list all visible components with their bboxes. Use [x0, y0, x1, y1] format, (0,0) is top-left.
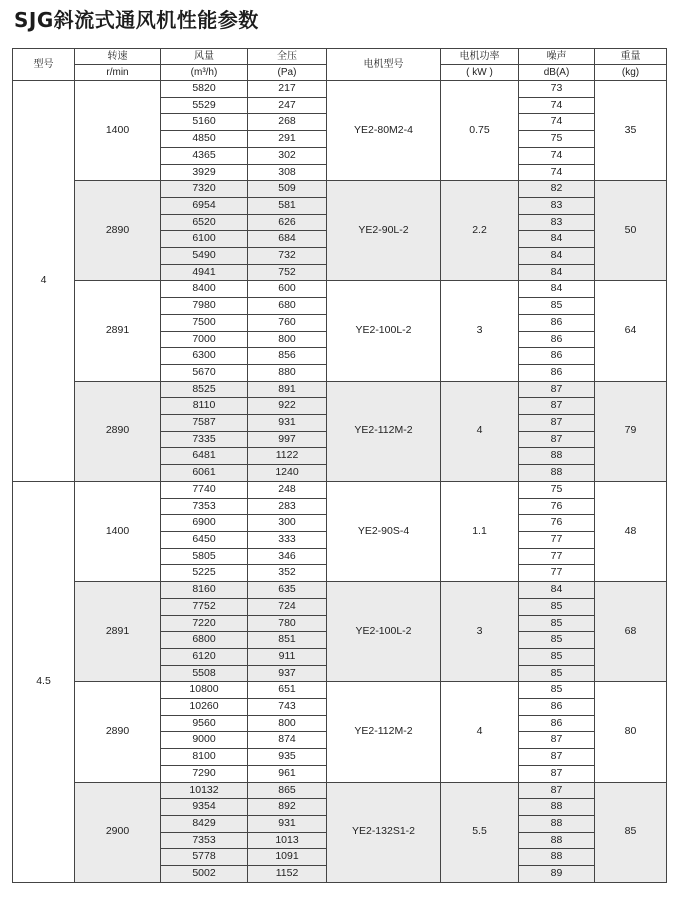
- header-airflow: 风量: [161, 49, 248, 65]
- airflow-cell: 9354: [161, 799, 248, 816]
- page-title: SJG斜流式通风机性能参数: [14, 8, 259, 32]
- speed-cell: 2900: [75, 782, 161, 882]
- weight-cell: 50: [595, 181, 667, 281]
- noise-cell: 88: [519, 849, 595, 866]
- noise-cell: 83: [519, 197, 595, 214]
- noise-cell: 87: [519, 782, 595, 799]
- noise-cell: 86: [519, 699, 595, 716]
- airflow-cell: 4941: [161, 264, 248, 281]
- weight-cell: 79: [595, 381, 667, 481]
- airflow-cell: 6120: [161, 648, 248, 665]
- power-cell: 0.75: [441, 81, 519, 181]
- power-cell: 3: [441, 582, 519, 682]
- airflow-cell: 6061: [161, 465, 248, 482]
- noise-cell: 87: [519, 381, 595, 398]
- model-cell: 4: [13, 81, 75, 482]
- motor-cell: YE2-80M2-4: [327, 81, 441, 181]
- noise-cell: 86: [519, 348, 595, 365]
- power-cell: 4: [441, 381, 519, 481]
- noise-cell: 85: [519, 615, 595, 632]
- pressure-cell: 509: [248, 181, 327, 198]
- motor-cell: YE2-100L-2: [327, 281, 441, 381]
- airflow-cell: 6800: [161, 632, 248, 649]
- weight-cell: 35: [595, 81, 667, 181]
- noise-cell: 86: [519, 364, 595, 381]
- table-row: [13, 582, 667, 599]
- motor-cell: YE2-90S-4: [327, 481, 441, 581]
- pressure-cell: 880: [248, 364, 327, 381]
- header-noise: 噪声: [519, 49, 595, 65]
- table-row: [13, 381, 667, 398]
- pressure-cell: 1091: [248, 849, 327, 866]
- airflow-cell: 3929: [161, 164, 248, 181]
- airflow-cell: 6900: [161, 515, 248, 532]
- pressure-cell: 302: [248, 147, 327, 164]
- airflow-cell: 6954: [161, 197, 248, 214]
- header-power: 电机功率: [441, 49, 519, 65]
- airflow-cell: 7980: [161, 298, 248, 315]
- pressure-cell: 760: [248, 314, 327, 331]
- airflow-cell: 5160: [161, 114, 248, 131]
- header-airflow-unit: (m³/h): [161, 65, 248, 81]
- table-row: [13, 782, 667, 799]
- noise-cell: 87: [519, 732, 595, 749]
- speed-cell: 2891: [75, 582, 161, 682]
- table-body: [13, 81, 667, 883]
- airflow-cell: 5225: [161, 565, 248, 582]
- noise-cell: 88: [519, 448, 595, 465]
- airflow-cell: 6520: [161, 214, 248, 231]
- power-cell: 1.1: [441, 481, 519, 581]
- weight-cell: 85: [595, 782, 667, 882]
- noise-cell: 85: [519, 682, 595, 699]
- pressure-cell: 961: [248, 765, 327, 782]
- pressure-cell: 635: [248, 582, 327, 599]
- noise-cell: 75: [519, 481, 595, 498]
- noise-cell: 74: [519, 147, 595, 164]
- pressure-cell: 856: [248, 348, 327, 365]
- pressure-cell: 1122: [248, 448, 327, 465]
- noise-cell: 84: [519, 582, 595, 599]
- airflow-cell: 4365: [161, 147, 248, 164]
- pressure-cell: 1152: [248, 866, 327, 883]
- pressure-cell: 352: [248, 565, 327, 582]
- pressure-cell: 800: [248, 331, 327, 348]
- airflow-cell: 7335: [161, 431, 248, 448]
- noise-cell: 77: [519, 565, 595, 582]
- airflow-cell: 7752: [161, 598, 248, 615]
- airflow-cell: 8110: [161, 398, 248, 415]
- power-cell: 5.5: [441, 782, 519, 882]
- motor-cell: YE2-90L-2: [327, 181, 441, 281]
- noise-cell: 85: [519, 598, 595, 615]
- speed-cell: 1400: [75, 81, 161, 181]
- pressure-cell: 581: [248, 197, 327, 214]
- noise-cell: 84: [519, 281, 595, 298]
- airflow-cell: 8525: [161, 381, 248, 398]
- noise-cell: 75: [519, 131, 595, 148]
- header-pressure-unit: (Pa): [248, 65, 327, 81]
- header-speed: 转速: [75, 49, 161, 65]
- noise-cell: 74: [519, 97, 595, 114]
- pressure-cell: 283: [248, 498, 327, 515]
- airflow-cell: 7320: [161, 181, 248, 198]
- pressure-cell: 891: [248, 381, 327, 398]
- table-row: [13, 682, 667, 699]
- noise-cell: 85: [519, 665, 595, 682]
- noise-cell: 85: [519, 298, 595, 315]
- pressure-cell: 874: [248, 732, 327, 749]
- power-cell: 3: [441, 281, 519, 381]
- weight-cell: 80: [595, 682, 667, 782]
- pressure-cell: 997: [248, 431, 327, 448]
- noise-cell: 76: [519, 498, 595, 515]
- pressure-cell: 937: [248, 665, 327, 682]
- noise-cell: 77: [519, 548, 595, 565]
- noise-cell: 86: [519, 715, 595, 732]
- speed-cell: 1400: [75, 481, 161, 581]
- pressure-cell: 780: [248, 615, 327, 632]
- weight-cell: 48: [595, 481, 667, 581]
- noise-cell: 84: [519, 231, 595, 248]
- airflow-cell: 8160: [161, 582, 248, 599]
- header-model: 型号: [13, 49, 75, 81]
- noise-cell: 89: [519, 866, 595, 883]
- noise-cell: 73: [519, 81, 595, 98]
- speed-cell: 2890: [75, 682, 161, 782]
- noise-cell: 84: [519, 264, 595, 281]
- airflow-cell: 5805: [161, 548, 248, 565]
- pressure-cell: 308: [248, 164, 327, 181]
- pressure-cell: 247: [248, 97, 327, 114]
- airflow-cell: 8400: [161, 281, 248, 298]
- noise-cell: 87: [519, 431, 595, 448]
- table-row: [13, 481, 667, 498]
- pressure-cell: 600: [248, 281, 327, 298]
- pressure-cell: 291: [248, 131, 327, 148]
- pressure-cell: 346: [248, 548, 327, 565]
- model-cell: 4.5: [13, 481, 75, 882]
- noise-cell: 82: [519, 181, 595, 198]
- airflow-cell: 7290: [161, 765, 248, 782]
- airflow-cell: 5002: [161, 866, 248, 883]
- pressure-cell: 911: [248, 648, 327, 665]
- airflow-cell: 9000: [161, 732, 248, 749]
- airflow-cell: 4850: [161, 131, 248, 148]
- airflow-cell: 5670: [161, 364, 248, 381]
- speed-cell: 2890: [75, 181, 161, 281]
- header-motor: 电机型号: [327, 49, 441, 81]
- airflow-cell: 8100: [161, 749, 248, 766]
- weight-cell: 68: [595, 582, 667, 682]
- speed-cell: 2891: [75, 281, 161, 381]
- airflow-cell: 6450: [161, 531, 248, 548]
- airflow-cell: 9560: [161, 715, 248, 732]
- airflow-cell: 6300: [161, 348, 248, 365]
- airflow-cell: 7500: [161, 314, 248, 331]
- pressure-cell: 800: [248, 715, 327, 732]
- pressure-cell: 651: [248, 682, 327, 699]
- motor-cell: YE2-100L-2: [327, 582, 441, 682]
- motor-cell: YE2-112M-2: [327, 682, 441, 782]
- airflow-cell: 5778: [161, 849, 248, 866]
- noise-cell: 87: [519, 415, 595, 432]
- noise-cell: 84: [519, 248, 595, 265]
- airflow-cell: 6100: [161, 231, 248, 248]
- noise-cell: 88: [519, 832, 595, 849]
- pressure-cell: 684: [248, 231, 327, 248]
- airflow-cell: 6481: [161, 448, 248, 465]
- noise-cell: 85: [519, 632, 595, 649]
- noise-cell: 87: [519, 765, 595, 782]
- pressure-cell: 752: [248, 264, 327, 281]
- noise-cell: 86: [519, 314, 595, 331]
- airflow-cell: 10260: [161, 699, 248, 716]
- table-row: [13, 281, 667, 298]
- noise-cell: 74: [519, 164, 595, 181]
- airflow-cell: 5508: [161, 665, 248, 682]
- noise-cell: 88: [519, 799, 595, 816]
- pressure-cell: 865: [248, 782, 327, 799]
- pressure-cell: 248: [248, 481, 327, 498]
- noise-cell: 74: [519, 114, 595, 131]
- noise-cell: 83: [519, 214, 595, 231]
- table-header: [13, 49, 667, 81]
- pressure-cell: 851: [248, 632, 327, 649]
- noise-cell: 87: [519, 749, 595, 766]
- pressure-cell: 743: [248, 699, 327, 716]
- pressure-cell: 1013: [248, 832, 327, 849]
- pressure-cell: 626: [248, 214, 327, 231]
- noise-cell: 88: [519, 815, 595, 832]
- airflow-cell: 8429: [161, 815, 248, 832]
- header-pressure: 全压: [248, 49, 327, 65]
- power-cell: 4: [441, 682, 519, 782]
- noise-cell: 86: [519, 331, 595, 348]
- performance-table: [12, 48, 667, 883]
- pressure-cell: 680: [248, 298, 327, 315]
- airflow-cell: 7587: [161, 415, 248, 432]
- speed-cell: 2890: [75, 381, 161, 481]
- airflow-cell: 7740: [161, 481, 248, 498]
- airflow-cell: 7353: [161, 832, 248, 849]
- header-power-unit: ( kW ): [441, 65, 519, 81]
- power-cell: 2.2: [441, 181, 519, 281]
- airflow-cell: 5820: [161, 81, 248, 98]
- pressure-cell: 268: [248, 114, 327, 131]
- pressure-cell: 931: [248, 415, 327, 432]
- pressure-cell: 217: [248, 81, 327, 98]
- pressure-cell: 922: [248, 398, 327, 415]
- airflow-cell: 7353: [161, 498, 248, 515]
- weight-cell: 64: [595, 281, 667, 381]
- noise-cell: 88: [519, 465, 595, 482]
- header-noise-unit: dB(A): [519, 65, 595, 81]
- noise-cell: 77: [519, 531, 595, 548]
- airflow-cell: 7000: [161, 331, 248, 348]
- table-row: [13, 81, 667, 98]
- pressure-cell: 892: [248, 799, 327, 816]
- table-row: [13, 181, 667, 198]
- airflow-cell: 5490: [161, 248, 248, 265]
- pressure-cell: 732: [248, 248, 327, 265]
- noise-cell: 87: [519, 398, 595, 415]
- header-speed-unit: r/min: [75, 65, 161, 81]
- airflow-cell: 10800: [161, 682, 248, 699]
- pressure-cell: 300: [248, 515, 327, 532]
- airflow-cell: 5529: [161, 97, 248, 114]
- motor-cell: YE2-112M-2: [327, 381, 441, 481]
- airflow-cell: 10132: [161, 782, 248, 799]
- pressure-cell: 724: [248, 598, 327, 615]
- noise-cell: 85: [519, 648, 595, 665]
- pressure-cell: 935: [248, 749, 327, 766]
- header-weight: 重量: [595, 49, 667, 65]
- pressure-cell: 931: [248, 815, 327, 832]
- pressure-cell: 1240: [248, 465, 327, 482]
- pressure-cell: 333: [248, 531, 327, 548]
- motor-cell: YE2-132S1-2: [327, 782, 441, 882]
- noise-cell: 76: [519, 515, 595, 532]
- airflow-cell: 7220: [161, 615, 248, 632]
- header-weight-unit: (kg): [595, 65, 667, 81]
